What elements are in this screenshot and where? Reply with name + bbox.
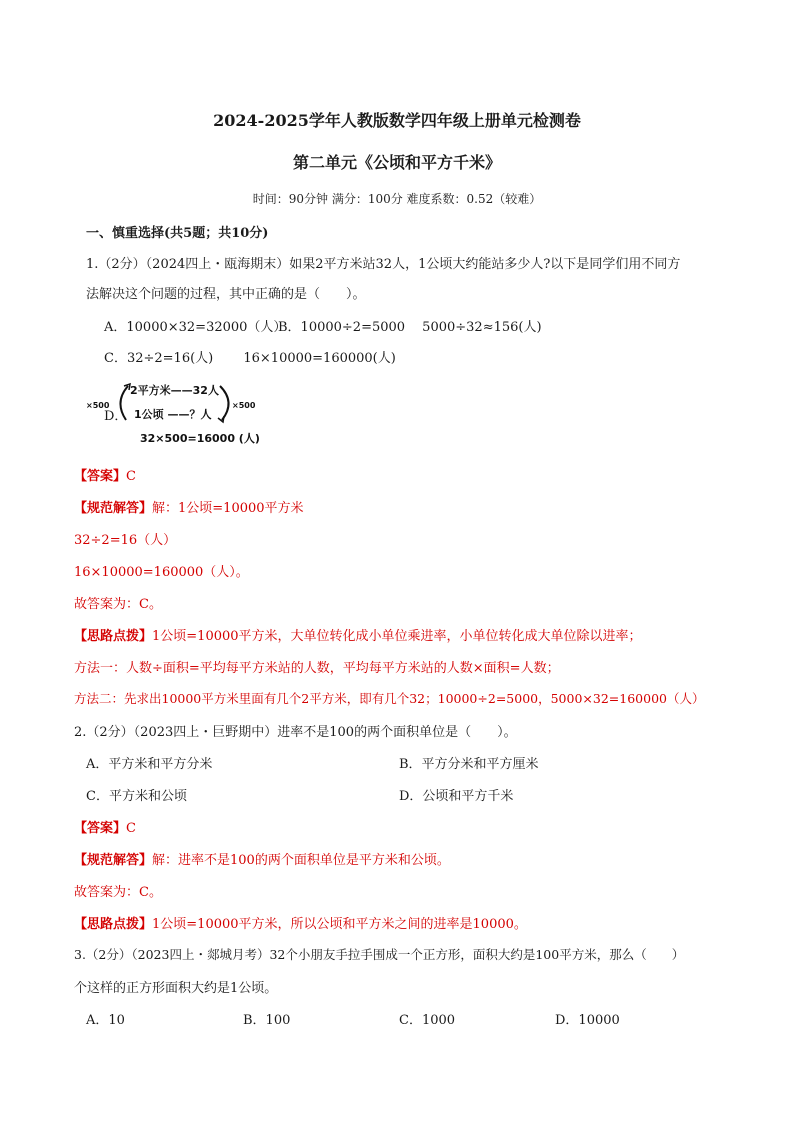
page-title: 2024-2025学年人教版数学四年级上册单元检测卷 (213, 111, 581, 130)
q1-solution-line4: 故答案为：C。 (74, 597, 162, 612)
q3-stem-line1: 3.（2分）（2023四上・郯城月考）32个小朋友手拉手围成一个正方形，面积大约是100平方米，那么（ ） (74, 947, 685, 962)
q2-option-b: B．平方分米和平方厘米 (399, 757, 539, 772)
q1-stem-line1: 1.（2分）（2024四上・瓯海期末）如果2平方米站32人，1公顷大约能站多少人?以下是同学们用不同方 (86, 257, 681, 272)
figure-line2: 1公顷 ——？人 (134, 408, 212, 421)
q1-hint-line3: 方法二：先求出10000平方米里面有几个2平方米，即有几个32；10000÷2=5000，5000×32=160000（人） (74, 691, 705, 706)
q1-solution-line1 (74, 497, 304, 516)
solution-tag: 【规范解答】 (74, 853, 153, 868)
q2-solution-line1 (74, 849, 450, 868)
answer-tag: 【答案】 (74, 469, 127, 484)
q1-answer (74, 465, 136, 484)
q1-option-d-figure (86, 378, 266, 448)
figure-line3: 32×500=16000 (人) (140, 432, 260, 445)
q1-solution-line3: 16×10000=160000（人）。 (74, 565, 249, 580)
right-arrow-head (218, 416, 224, 422)
q3-option-a: A．10 (86, 1013, 125, 1028)
q2-solution-line2: 故答案为：C。 (74, 885, 162, 900)
q2-option-d: D．公顷和平方千米 (399, 789, 514, 804)
answer-value: C (126, 821, 136, 836)
hint-text: 1公顷=10000平方米，大单位转化成小单位乘进率，小单位转化成大单位除以进率； (152, 629, 642, 644)
right-multiplier: ×500 (232, 401, 256, 410)
q3-stem-line2: 个这样的正方形面积大约是1公顷。 (74, 981, 278, 996)
q2-option-a: A．平方米和平方分米 (86, 757, 213, 772)
hint-text: 1公顷=10000平方米，所以公顷和平方米之间的进率是10000。 (152, 917, 527, 932)
page-subtitle: 第二单元《公顷和平方千米》 (292, 153, 501, 172)
q2-hint-line1 (74, 913, 527, 932)
q1-solution-line2: 32÷2=16（人） (74, 533, 177, 548)
q3-option-b: B．100 (243, 1013, 291, 1028)
solution-text: 解：进率不是100的两个面积单位是平方米和公顷。 (152, 853, 450, 868)
q1-option-c: C．32÷2=16(人) 16×10000=160000(人) (104, 351, 396, 366)
figure-line1: 2平方米——32人 (130, 384, 219, 397)
q2-answer (74, 817, 136, 836)
solution-text: 解：1公顷=10000平方米 (152, 501, 304, 516)
right-bracket-arc (220, 386, 229, 420)
exam-info: 时间：90分钟 满分：100分 难度系数：0.52（较难） (252, 192, 542, 206)
q1-hint-line2: 方法一：人数÷面积=平均每平方米站的人数，平均每平方米站的人数×面积=人数； (74, 661, 560, 676)
q1-stem-line2: 法解决这个问题的过程，其中正确的是（ ）。 (86, 287, 366, 302)
answer-value: C (126, 469, 136, 484)
q1-option-a: A．10000×32=32000（人） (104, 320, 287, 335)
hint-tag: 【思路点拨】 (74, 629, 153, 644)
q3-option-d: D．10000 (555, 1013, 620, 1028)
left-bracket-arc (120, 386, 128, 420)
section-heading: 一、慎重选择(共5题；共10分) (86, 226, 269, 241)
solution-tag: 【规范解答】 (74, 501, 153, 516)
q2-option-c: C．平方米和公顷 (86, 789, 187, 804)
answer-tag: 【答案】 (74, 821, 127, 836)
left-multiplier: ×500 (86, 401, 110, 410)
q3-option-c: C．1000 (399, 1013, 456, 1028)
q1-option-b: B．10000÷2=5000 5000÷32≈156(人) (278, 320, 542, 335)
q1-hint-line1 (74, 625, 642, 644)
q2-stem: 2.（2分）（2023四上・巨野期中）进率不是100的两个面积单位是（ ）。 (74, 725, 517, 740)
q1-option-d-label: D． (104, 409, 128, 424)
hint-tag: 【思路点拨】 (74, 917, 153, 932)
